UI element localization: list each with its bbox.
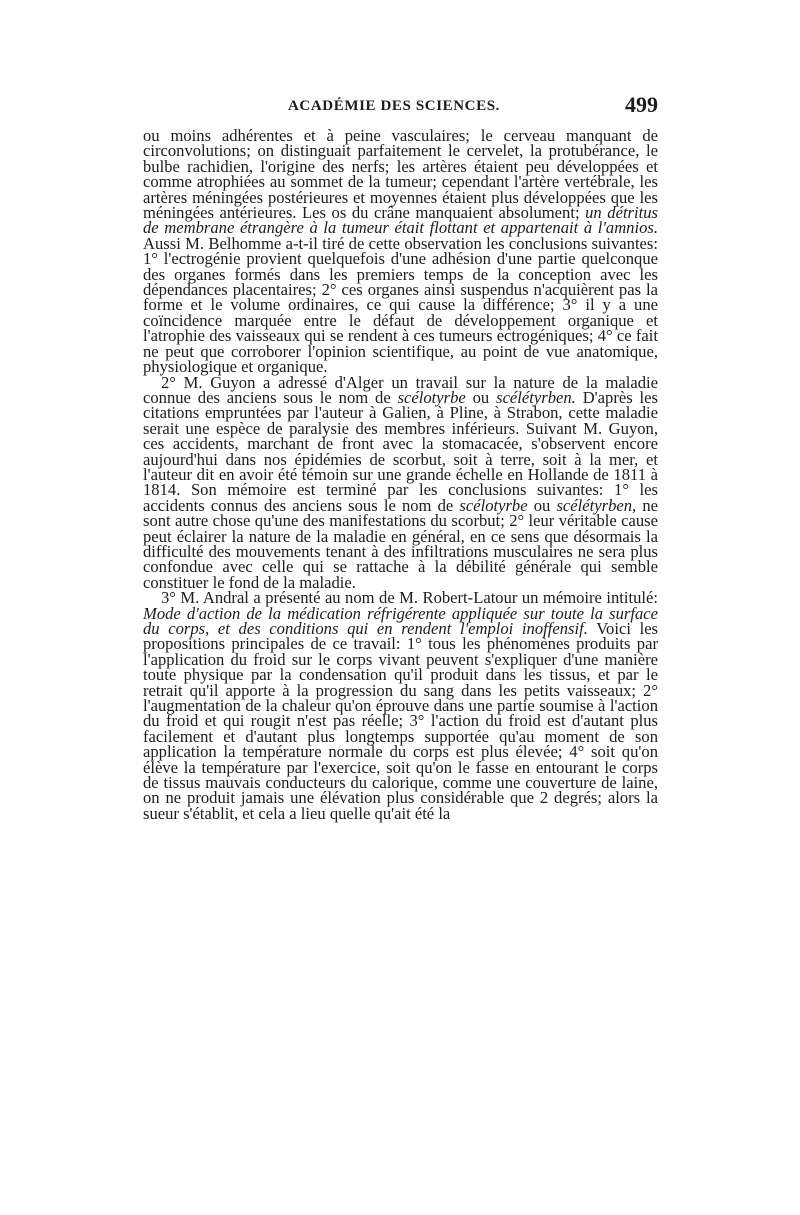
- text-segment: Voici les propositions principales de ce travail: 1° tous les phénomènes produits par l'application du froid sur le corps vivant peuvent s'expliquer d'une manière toute physique par la condensation qu'il produit dans les tissus, et par le retrait qu'il apporte à la progression du sang dans les petits vaisseaux; 2° l'augmentation de la chaleur qu'on éprouve dans une partie soumise à l'action du froid et qui rougit n'est pas réelle; 3° l'action du froid est d'autant plus facilement et d'autant plus longtemps supportée qu'au moment de son application la température normale du corps est plus élevée; 4° soit qu'on élève la température par l'exercice, soit qu'on le fasse en entourant le corps de tissus mauvais conducteurs du calorique, comme une couverture de laine, on ne produit jamais une élévation plus considérable que 2 degrés; alors la sueur s'établit, et cela a lieu quelle qu'ait été la: [143, 619, 659, 823]
- italic-segment: scélétyrben.: [496, 387, 576, 407]
- text-segment: 3° M. Andral a présenté au nom de M. Robert-Latour un mémoire intitulé:: [161, 588, 658, 608]
- book-page: [143, 92, 659, 823]
- italic-segment: scélotyrbe: [397, 387, 466, 407]
- paragraph-2: [143, 372, 658, 592]
- text-segment: 2° M. Guyon a adressé d'Alger un travail sur la nature de la maladie connue des anciens sous le nom de: [143, 372, 658, 407]
- text-segment: D'après les citations empruntées par l'auteur à Galien, à Pline, à Strabon, cette maladie serait une espèce de paralysie des membres inférieurs. Suivant M. Guyon, ces accidents, marchant de front avec la stomacacée, s'observent encore aujourd'hui dans nos épidémies de scorbut, soit à terre, soit à la mer, et l'auteur dit en avoir été témoin sur une grande échelle en Hollande de 1811 à 1814. Son mémoire est terminé par les conclusions suivantes: 1° les accidents connus des anciens sous le nom de: [143, 387, 658, 515]
- italic-segment: un détritus de membrane étrangère à la tumeur était flottant et appartenait à l'amnios.: [143, 203, 658, 238]
- text-segment: ou: [527, 495, 557, 515]
- italic-segment: Mode d'action de la médication réfrigérente appliquée sur toute la surface du corps, et des conditions qui en rendent l'emploi inoffensif.: [143, 603, 658, 638]
- italic-segment: scélétyrben,: [556, 495, 637, 515]
- paragraph-3: [143, 590, 658, 821]
- text-segment: ou: [465, 387, 497, 407]
- text-segment: Aussi M. Belhomme a-t-il tiré de cette observation les conclusions suivantes: 1° l'ectrogénie provient quelquefois d'une adhésion d'une partie quelconque des organes formés dans les premiers temps de la conception avec les dépendances placentaires; 2° ces organes ainsi suspendus n'acquièrent pas la forme et le volume ordinaires, ce qui cause la différence; 3° il y a une coïncidence marquée entre le défaut de développement organique et l'atrophie des vaisseaux qui se rendent à ces tumeurs ectrogéniques; 4° ce fait ne peut que corroborer l'opinion scientifique, au point de vue anatomique, physiologique et organique.: [143, 233, 658, 377]
- italic-segment: scélotyrbe: [459, 495, 528, 515]
- paragraph-1: [143, 128, 658, 375]
- text-segment: ne sont autre chose qu'une des manifestations du scorbut; 2° leur véritable cause peut éclairer la nature de la maladie en général, en ce sens que désormais la difficulté des mouvements tenant à des infiltrations musculaires ne sera plus confondue avec celle qui se rattache à la débilité générale qui semble constituer le fond de la maladie.: [143, 495, 658, 592]
- page-header: [143, 92, 658, 128]
- page-number: 499: [625, 92, 658, 117]
- body-text: [143, 128, 658, 821]
- text-segment: ou moins adhérentes et à peine vasculaires; le cerveau manquant de circonvolutions; on distinguait parfaitement le cervelet, la protubérance, le bulbe rachidien, l'origine des nerfs; les artères étaient peu développées et comme atrophiées au sommet de la tumeur; cependant l'artère vertébrale, les artères méningées postérieures et moyennes étaient plus développées que les méningées antérieures. Les os du crâne manquaient absolument;: [143, 126, 658, 223]
- running-head: ACADÉMIE DES SCIENCES.: [288, 98, 500, 114]
